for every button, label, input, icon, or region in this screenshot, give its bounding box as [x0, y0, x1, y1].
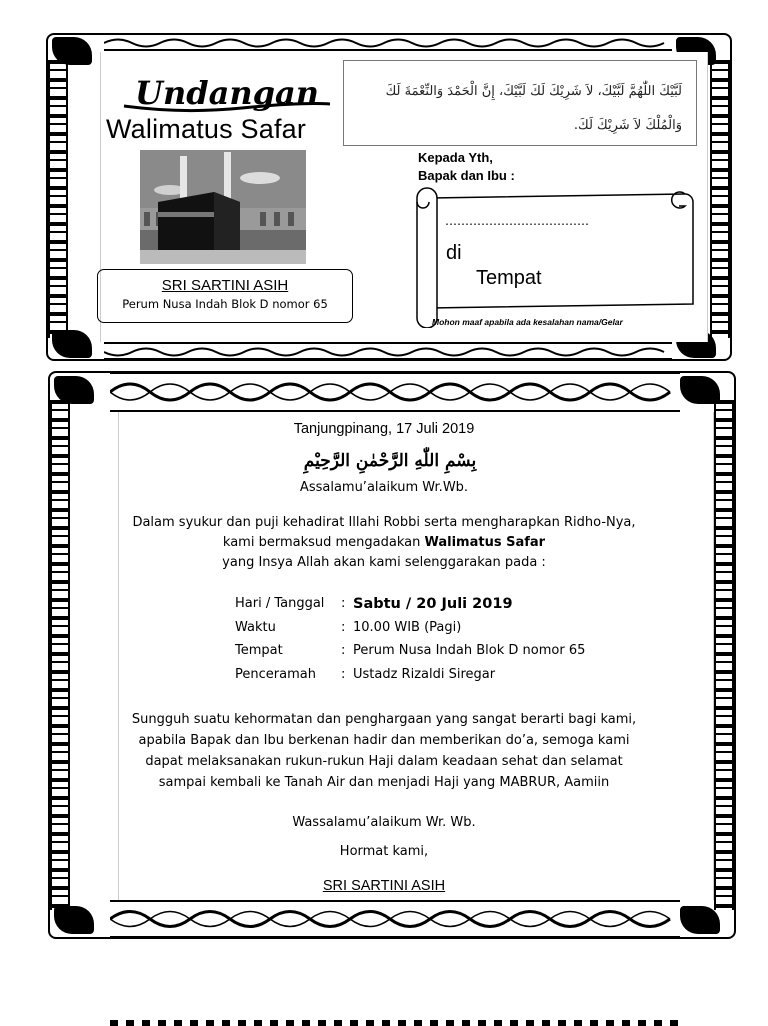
closing-greeting: Wassalamu’alaikum Wr. Wb. — [292, 815, 476, 830]
detail-row-place — [235, 639, 585, 663]
recipient-tempat: Tempat — [476, 267, 542, 289]
recipient-di: di — [446, 242, 462, 264]
intro-paragraph — [0, 513, 768, 573]
detail-sep: : — [341, 596, 346, 612]
event-title: Walimatus Safar — [106, 114, 307, 144]
intro-line1: Dalam syukur dan puji kehadirat Illahi Robbi serta mengharapkan Ridho-Nya, — [132, 515, 636, 530]
detail-label: Waktu — [235, 619, 276, 635]
letter-top-ornament — [110, 372, 680, 412]
detail-row-speaker — [235, 663, 585, 687]
intro-line2-prefix: kami bermaksud mengadakan — [222, 535, 425, 550]
recipient-name-blank: ……………………………… — [445, 214, 589, 228]
letter-bottom-ornament — [110, 900, 680, 938]
event-details — [235, 592, 585, 686]
closing-line: apabila Bapak dan Ibu berkenan hadir dan memberikan do’a, semoga kami — [138, 733, 630, 748]
header-bottom-ornament — [104, 342, 672, 360]
talbiyah-arabic: لَبَّيْكَ اللّٰهُمَّ لَبَّيْكَ، لاَ شَرِيْكَ لَكَ لَبَّيْكَ، إِنَّ الْحَمْدَ وَالنِّعْمَةَ لَكَ وَالْمُلْكَ لاَ شَرِيْكَ لَكَ. — [343, 60, 697, 146]
intro-line2 — [0, 533, 768, 553]
host-address: Perum Nusa Indah Blok D nomor 65 — [122, 297, 328, 311]
closing-line: Sungguh suatu kehormatan dan penghargaan yang sangat berarti bagi kami, — [131, 712, 637, 727]
detail-label: Hari / Tanggal — [235, 596, 325, 612]
kaaba-photo — [140, 150, 306, 264]
header-right-ornament — [710, 60, 730, 338]
recipient-line2: Bapak dan Ibu : — [418, 168, 515, 183]
host-box — [97, 269, 353, 323]
opening-greeting: Assalamu’alaikum Wr.Wb. — [299, 480, 469, 495]
detail-value: 10.00 WIB (Pagi) — [353, 619, 462, 635]
detail-value: Ustadz Rizaldi Siregar — [353, 666, 496, 682]
corner-ornament-bl-2 — [54, 906, 94, 934]
corner-ornament-tl-2 — [54, 376, 94, 404]
svg-text:Undangan: Undangan — [135, 74, 319, 112]
signature-name: SRI SARTINI ASIH — [322, 878, 446, 894]
corner-ornament-bl — [52, 330, 92, 358]
bismillah-calligraphy — [300, 440, 480, 476]
closing-paragraph — [0, 709, 768, 793]
corner-ornament-tr-2 — [680, 376, 720, 404]
intro-event-name: Walimatus Safar — [424, 535, 546, 550]
closing-line: dapat melaksanakan rukun-rukun Haji dalam keadaan sehat dan selamat — [145, 754, 623, 769]
intro-line3: yang Insya Allah akan kami selenggarakan pada : — [222, 555, 546, 570]
undangan-calligraphy — [122, 70, 332, 116]
detail-label: Penceramah — [235, 666, 316, 682]
place-date: Tanjungpinang, 17 Juli 2019 — [293, 421, 475, 437]
detail-value: Sabtu / 20 Juli 2019 — [353, 595, 513, 612]
corner-ornament-tl — [52, 37, 92, 65]
detail-row-time — [235, 616, 585, 640]
recipient-line1: Kepada Yth, — [418, 150, 493, 165]
letter-right-ornament — [714, 400, 734, 910]
detail-row-date — [235, 592, 585, 616]
closing-line: sampai kembali ke Tanah Air dan menjadi Haji yang MABRUR, Aamiin — [158, 775, 610, 790]
header-left-ornament — [48, 60, 68, 338]
detail-sep: : — [341, 666, 346, 682]
detail-sep: : — [341, 619, 346, 635]
regards: Hormat kami, — [339, 844, 429, 859]
detail-value: Perum Nusa Indah Blok D nomor 65 — [353, 643, 586, 659]
next-card-ornament-edge — [110, 1020, 680, 1026]
detail-sep: : — [341, 643, 346, 659]
letter-left-ornament — [50, 400, 70, 910]
header-top-ornament — [104, 33, 672, 51]
corner-ornament-br-2 — [680, 906, 720, 934]
host-name: SRI SARTINI ASIH — [161, 277, 289, 294]
svg-text:بِسْمِ اللّٰهِ الرَّحْمٰنِ الر: بِسْمِ اللّٰهِ الرَّحْمٰنِ الرَّحِيْمِ — [303, 451, 477, 471]
detail-label: Tempat — [235, 643, 283, 659]
apology-note: Mohon maaf apabila ada kesalahan nama/Gelar — [432, 317, 623, 327]
